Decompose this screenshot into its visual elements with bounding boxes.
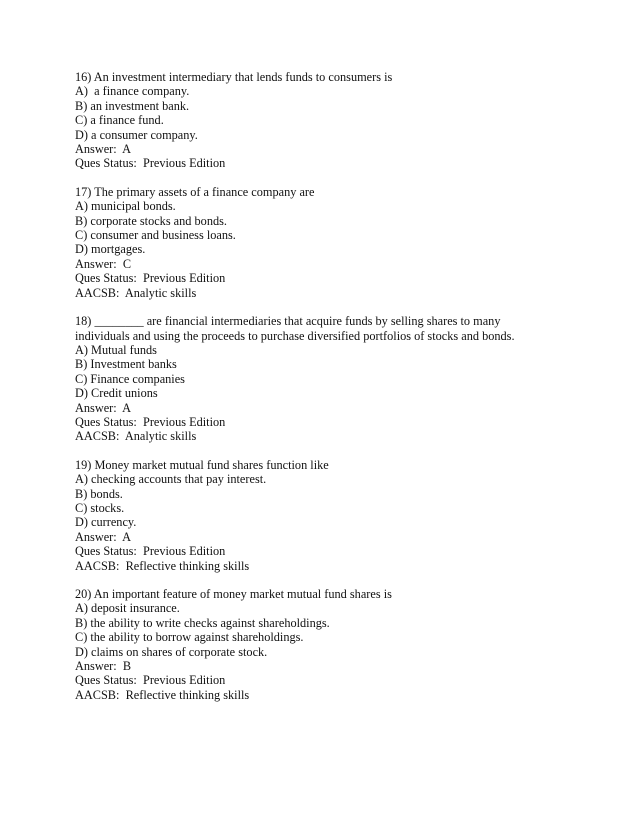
option-b: B) an investment bank. (75, 98, 190, 113)
answer-line: Answer: C (75, 256, 132, 271)
option-d: D) mortgages. (75, 242, 146, 257)
option-b: B) the ability to write checks against shareholdings. (75, 615, 330, 630)
question-17 (75, 185, 595, 300)
option-c: C) the ability to borrow against shareholdings. (75, 630, 304, 645)
question-stem: 20) An important feature of money market mutual fund shares is (75, 587, 392, 601)
question-18 (75, 314, 595, 444)
option-a: A) a finance company. (75, 84, 190, 99)
option-c: C) a finance fund. (75, 113, 164, 128)
option-c: C) Finance companies (75, 371, 185, 386)
aacsb-line: AACSB: Analytic skills (75, 429, 197, 444)
option-d: D) Credit unions (75, 386, 158, 401)
option-d: D) currency. (75, 515, 137, 530)
status-line: Ques Status: Previous Edition (75, 271, 226, 286)
question-stem: 17) The primary assets of a finance company are (75, 184, 315, 199)
status-line: Ques Status: Previous Edition (75, 673, 226, 688)
option-b: B) corporate stocks and bonds. (75, 213, 227, 228)
option-a: A) checking accounts that pay interest. (75, 472, 267, 487)
question-16 (75, 70, 595, 171)
status-line: Ques Status: Previous Edition (75, 414, 226, 429)
option-c: C) stocks. (75, 500, 125, 515)
option-a: A) deposit insurance. (75, 601, 180, 616)
option-b: B) Investment banks (75, 357, 177, 372)
option-b: B) bonds. (75, 486, 123, 501)
status-line: Ques Status: Previous Edition (75, 544, 226, 559)
question-stem: 16) An investment intermediary that lends funds to consumers is (75, 70, 393, 84)
answer-line: Answer: A (75, 529, 132, 544)
option-a: A) municipal bonds. (75, 199, 176, 214)
option-c: C) consumer and business loans. (75, 228, 236, 243)
status-line: Ques Status: Previous Edition (75, 156, 226, 171)
answer-line: Answer: A (75, 400, 132, 415)
aacsb-line: AACSB: Reflective thinking skills (75, 687, 250, 702)
option-d: D) claims on shares of corporate stock. (75, 644, 268, 659)
aacsb-line: AACSB: Reflective thinking skills (75, 558, 250, 573)
document-page (75, 70, 595, 716)
question-19 (75, 458, 595, 573)
option-d: D) a consumer company. (75, 127, 198, 142)
question-stem-continued: individuals and using the proceeds to purchase diversified portfolios of stocks and bonds. (75, 328, 515, 343)
question-20 (75, 587, 595, 702)
answer-line: Answer: A (75, 142, 132, 157)
answer-line: Answer: B (75, 659, 132, 674)
option-a: A) Mutual funds (75, 342, 157, 357)
question-stem: 19) Money market mutual fund shares function like (75, 457, 329, 472)
question-stem: 18) ________ are financial intermediaries that acquire funds by selling shares to many (75, 314, 501, 329)
aacsb-line: AACSB: Analytic skills (75, 285, 197, 300)
